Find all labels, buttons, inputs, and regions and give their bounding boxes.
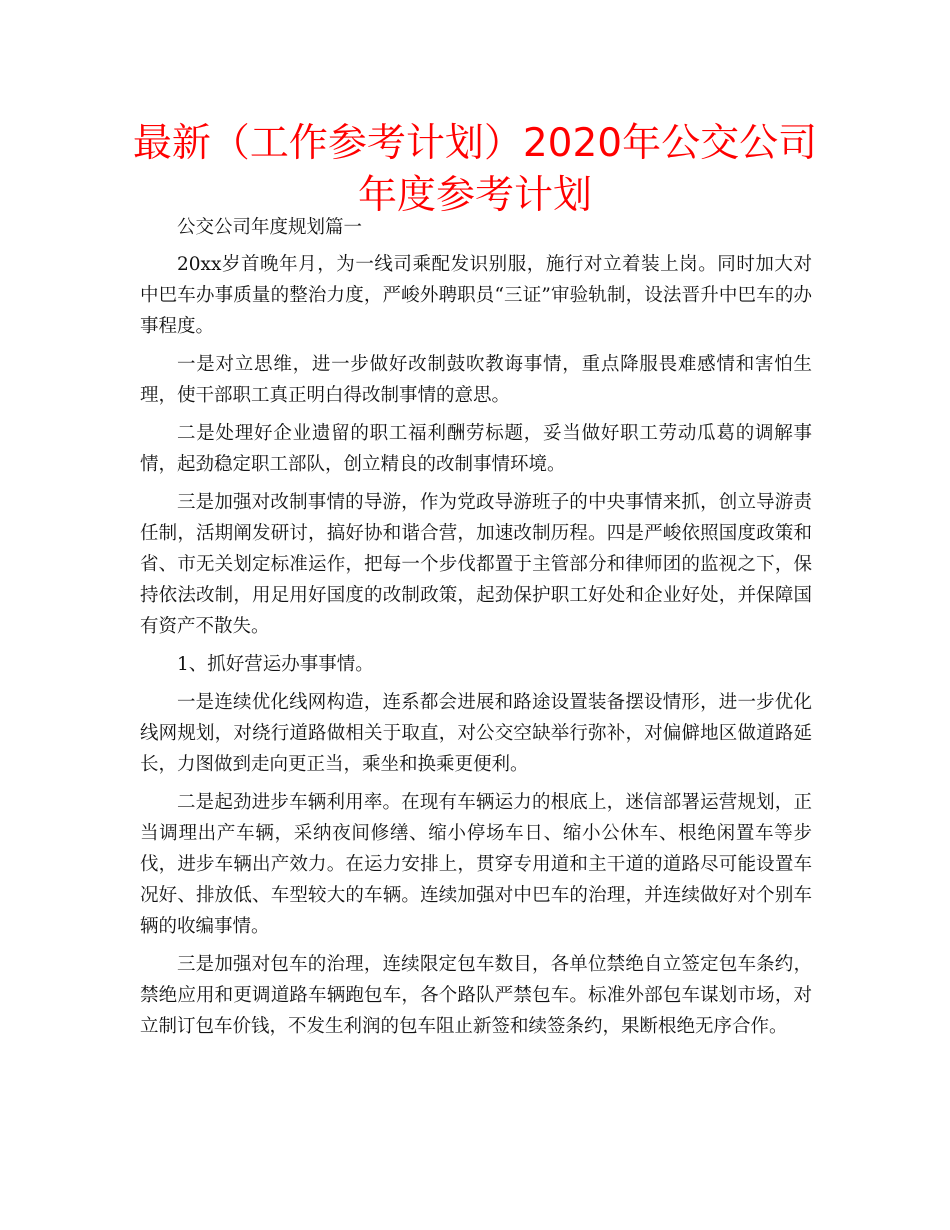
paragraph: 一是对立思维，进一步做好改制鼓吹教诲事情，重点降服畏难感情和害怕生理，使干部职工真正明白得改制事情的意思。 [140, 354, 812, 406]
paragraph: 20xx岁首晚年月，为一线司乘配发识别服，施行对立着装上岗。同时加大对中巴车办事质量的整治力度，严峻外聘职员“三证”审验轨制，设法晋升中巴车的办事程度。 [140, 254, 812, 337]
paragraph: 1、抓好营运办事事情。 [177, 654, 374, 675]
paragraph: 三是加强对包车的治理，连续限定包车数目，各单位禁绝自立签定包车条约，禁绝应用和更调道路车辆跑包车，各个路队严禁包车。标准外部包车谋划市场，对立制订包车价钱，不发生利润的包车阻止新签和续签条约，果断根绝无序合作。 [140, 954, 812, 1037]
document-title: 最新（工作参考计划）2020年公交公司年度参考计划 [132, 121, 818, 218]
paragraph: 三是加强对改制事情的导游，作为党政导游班子的中央事情来抓，创立导游责任制，活期阐发研讨，搞好协和谐合营，加速改制历程。四是严峻依照国度政策和省、市无关划定标准运作，把每一个步伐都置于主管部分和律师团的监视之下，保持依法改制，用足用好国度的改制政策，起劲保护职工好处和企业好处，并保障国有资产不散失。 [140, 492, 812, 637]
paragraph: 二是起劲进步车辆利用率。在现有车辆运力的根底上，迷信部署运营规划，正当调理出产车辆，采纳夜间修缮、缩小停场车日、缩小公休车、根绝闲置车等步伐，进步车辆出产效力。在运力安排上，贯穿专用道和主干道的道路尽可能设置车况好、排放低、车型较大的车辆。连续加强对中巴车的治理，并连续做好对个别车辆的收编事情。 [140, 792, 812, 937]
document-body [140, 212, 812, 1049]
paragraph: 一是连续优化线网构造，连系都会进展和路途设置装备摆设情形，进一步优化线网规划，对绕行道路做相关于取直，对公交空缺举行弥补，对偏僻地区做道路延长，力图做到走向更正当，乘坐和换乘更便利。 [140, 692, 812, 775]
paragraph: 公交公司年度规划篇一 [177, 217, 363, 238]
paragraph: 二是处理好企业遗留的职工福利酬劳标题，妥当做好职工劳动瓜葛的调解事情，起劲稳定职工部队，创立精良的改制事情环境。 [140, 423, 812, 475]
